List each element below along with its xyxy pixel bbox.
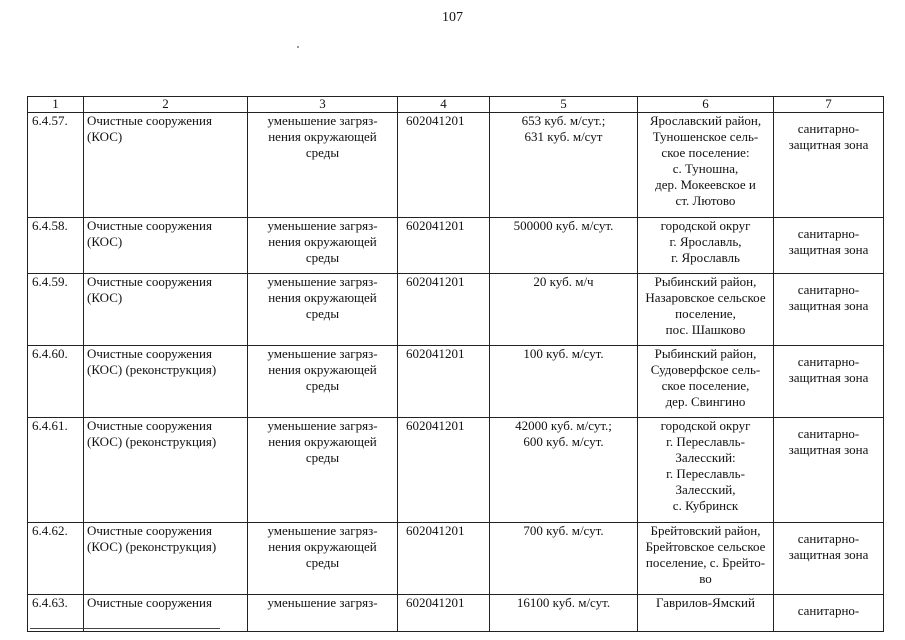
row-number: 6.4.60. — [28, 346, 84, 418]
facility-location — [638, 113, 774, 218]
facility-name — [84, 218, 248, 274]
facility-capacity-line: 100 куб. м/сут. — [523, 346, 604, 361]
facility-purpose-line: среды — [305, 145, 340, 160]
facility-purpose — [248, 346, 398, 418]
protection-zone — [774, 346, 884, 418]
facility-location-line: Рыбинский район, — [654, 274, 757, 289]
facility-name-line: Очистные сооружения — [87, 346, 212, 361]
table-row — [28, 523, 884, 595]
footer-rule — [30, 628, 220, 629]
facility-capacity-line: 600 куб. м/сут. — [523, 434, 604, 449]
facility-name-line: (КОС) — [87, 290, 123, 305]
facility-location-line: Брейтовское сельское — [645, 539, 766, 554]
facilities-table — [27, 96, 884, 632]
facility-capacity-line: 20 куб. м/ч — [533, 274, 594, 289]
facility-name — [84, 523, 248, 595]
facility-purpose-line: нения окружающей — [268, 362, 377, 377]
row-number: 6.4.57. — [28, 113, 84, 218]
facility-name-line: (КОС) (реконструкция) — [87, 434, 217, 449]
page-number: 107 — [442, 10, 463, 25]
facility-location — [638, 218, 774, 274]
facility-code: 602041201 — [398, 418, 490, 523]
facility-name-line: Очистные сооружения — [87, 113, 212, 128]
facility-name-line: (КОС) — [87, 129, 123, 144]
facility-location-line: Рыбинский район, — [654, 346, 757, 361]
facility-code: 602041201 — [398, 274, 490, 346]
facility-name-line: (КОС) (реконструкция) — [87, 362, 217, 377]
protection-zone-line: санитарно- — [797, 531, 860, 546]
facility-name-line: Очистные сооружения — [87, 595, 212, 610]
facility-purpose — [248, 595, 398, 632]
protection-zone-line: санитарно- — [797, 282, 860, 297]
protection-zone-line: защитная зона — [788, 370, 869, 385]
facility-location-line: Залесский, — [675, 482, 736, 497]
facility-purpose-line: среды — [305, 555, 340, 570]
facility-location-line: пос. Шашково — [665, 322, 746, 337]
protection-zone-line: защитная зона — [788, 442, 869, 457]
facility-location — [638, 523, 774, 595]
protection-zone-line: защитная зона — [788, 547, 869, 562]
header-col-2: 2 — [84, 97, 248, 113]
protection-zone — [774, 218, 884, 274]
facility-purpose — [248, 418, 398, 523]
facility-purpose-line: нения окружающей — [268, 539, 377, 554]
table-row — [28, 113, 884, 218]
header-col-5: 5 — [490, 97, 638, 113]
header-col-1: 1 — [28, 97, 84, 113]
facility-purpose-line: уменьшение загряз- — [267, 218, 378, 233]
facility-location-line: Брейтовский район, — [650, 523, 761, 538]
facility-name-line: Очистные сооружения — [87, 274, 212, 289]
table-row — [28, 346, 884, 418]
facility-purpose — [248, 218, 398, 274]
facility-code: 602041201 — [398, 346, 490, 418]
facility-location-line: Судоверфское сель- — [650, 362, 761, 377]
table-row — [28, 218, 884, 274]
facility-name-line: Очистные сооружения — [87, 523, 212, 538]
facility-purpose-line: уменьшение загряз- — [267, 274, 378, 289]
facility-location-line: Назаровское сельское — [645, 290, 766, 305]
facility-location-line: Ярославский район, — [649, 113, 762, 128]
row-number: 6.4.63. — [28, 595, 84, 632]
protection-zone — [774, 418, 884, 523]
facility-name — [84, 113, 248, 218]
protection-zone — [774, 595, 884, 632]
facility-capacity — [490, 418, 638, 523]
facility-name-line: Очистные сооружения — [87, 218, 212, 233]
facility-code: 602041201 — [398, 595, 490, 632]
protection-zone — [774, 274, 884, 346]
facility-purpose-line: нения окружающей — [268, 129, 377, 144]
facility-location-line: дер. Свингино — [665, 394, 746, 409]
facility-purpose-line: уменьшение загряз- — [267, 113, 378, 128]
facility-location-line: г. Ярославль, — [669, 234, 742, 249]
header-col-7: 7 — [774, 97, 884, 113]
facility-capacity — [490, 523, 638, 595]
table-row — [28, 274, 884, 346]
row-number: 6.4.59. — [28, 274, 84, 346]
facility-purpose-line: уменьшение загряз- — [267, 346, 378, 361]
facility-capacity — [490, 595, 638, 632]
facility-location-line: г. Переславль- — [666, 434, 745, 449]
facility-capacity — [490, 346, 638, 418]
facility-location-line: ст. Лютово — [675, 193, 736, 208]
facility-location — [638, 595, 774, 632]
facility-purpose-line: нения окружающей — [268, 434, 377, 449]
facility-capacity-line: 16100 куб. м/сут. — [516, 595, 611, 610]
protection-zone-line: защитная зона — [788, 298, 869, 313]
row-number: 6.4.61. — [28, 418, 84, 523]
protection-zone-line: защитная зона — [788, 137, 869, 152]
facility-location-line: поселение, — [675, 306, 736, 321]
protection-zone-line: санитарно- — [797, 354, 860, 369]
facility-location — [638, 418, 774, 523]
facility-location-line: городской округ — [660, 418, 751, 433]
facility-location-line: с. Туношна, — [672, 161, 739, 176]
protection-zone-line: санитарно- — [797, 121, 860, 136]
protection-zone — [774, 113, 884, 218]
facility-capacity-line: 700 куб. м/сут. — [523, 523, 604, 538]
row-number: 6.4.58. — [28, 218, 84, 274]
protection-zone — [774, 523, 884, 595]
facility-code: 602041201 — [398, 113, 490, 218]
protection-zone-line: защитная зона — [788, 242, 869, 257]
facility-location-line: ское поселение: — [661, 145, 750, 160]
header-row — [28, 97, 884, 113]
facility-purpose — [248, 113, 398, 218]
facility-purpose — [248, 274, 398, 346]
facility-location — [638, 274, 774, 346]
facility-capacity — [490, 218, 638, 274]
facility-purpose — [248, 523, 398, 595]
header-col-6: 6 — [638, 97, 774, 113]
facility-capacity-line: 653 куб. м/сут.; — [521, 113, 606, 128]
facility-name — [84, 418, 248, 523]
facility-location-line: г. Ярославль — [671, 250, 740, 265]
facility-purpose-line: среды — [305, 306, 340, 321]
table-row — [28, 418, 884, 523]
facility-name-line: (КОС) (реконструкция) — [87, 539, 217, 554]
facility-capacity-line: 42000 куб. м/сут.; — [515, 418, 612, 433]
facility-location-line: Залесский: — [675, 450, 736, 465]
facility-code: 602041201 — [398, 523, 490, 595]
facility-name — [84, 346, 248, 418]
protection-zone-line: санитарно- — [797, 426, 860, 441]
facility-name — [84, 274, 248, 346]
facility-purpose-line: среды — [305, 378, 340, 393]
facility-purpose-line: нения окружающей — [268, 234, 377, 249]
table-row — [28, 595, 884, 632]
row-number: 6.4.62. — [28, 523, 84, 595]
facility-purpose-line: нения окружающей — [268, 290, 377, 305]
facility-location-line: во — [699, 571, 712, 586]
facility-location-line: г. Переславль- — [666, 466, 745, 481]
protection-zone-line: санитарно- — [797, 226, 860, 241]
facility-location-line: Туношенское сель- — [652, 129, 759, 144]
facility-name-line: Очистные сооружения — [87, 418, 212, 433]
facility-capacity — [490, 274, 638, 346]
facility-location-line: с. Кубринск — [672, 498, 739, 513]
facility-name-line: (КОС) — [87, 234, 123, 249]
facilities-table-container — [27, 96, 883, 618]
facility-location-line: ское поселение, — [661, 378, 750, 393]
facility-code: 602041201 — [398, 218, 490, 274]
facility-name — [84, 595, 248, 632]
facility-location-line: городской округ — [660, 218, 751, 233]
facility-capacity-line: 631 куб. м/сут — [524, 129, 603, 144]
header-col-3: 3 — [248, 97, 398, 113]
facility-purpose-line: уменьшение загряз- — [267, 418, 378, 433]
facility-capacity — [490, 113, 638, 218]
facility-capacity-line: 500000 куб. м/сут. — [513, 218, 614, 233]
scan-speck — [297, 46, 299, 48]
facility-location — [638, 346, 774, 418]
facility-purpose-line: уменьшение загряз- — [267, 523, 378, 538]
facility-purpose-line: среды — [305, 450, 340, 465]
facility-purpose-line: среды — [305, 250, 340, 265]
protection-zone-line: санитарно- — [797, 603, 860, 618]
facility-purpose-line: уменьшение загряз- — [267, 595, 378, 610]
facility-location-line: Гаврилов-Ямский — [656, 595, 755, 610]
facility-location-line: поселение, с. Брейто- — [645, 555, 766, 570]
header-col-4: 4 — [398, 97, 490, 113]
facility-location-line: дер. Мокеевское и — [655, 177, 756, 192]
